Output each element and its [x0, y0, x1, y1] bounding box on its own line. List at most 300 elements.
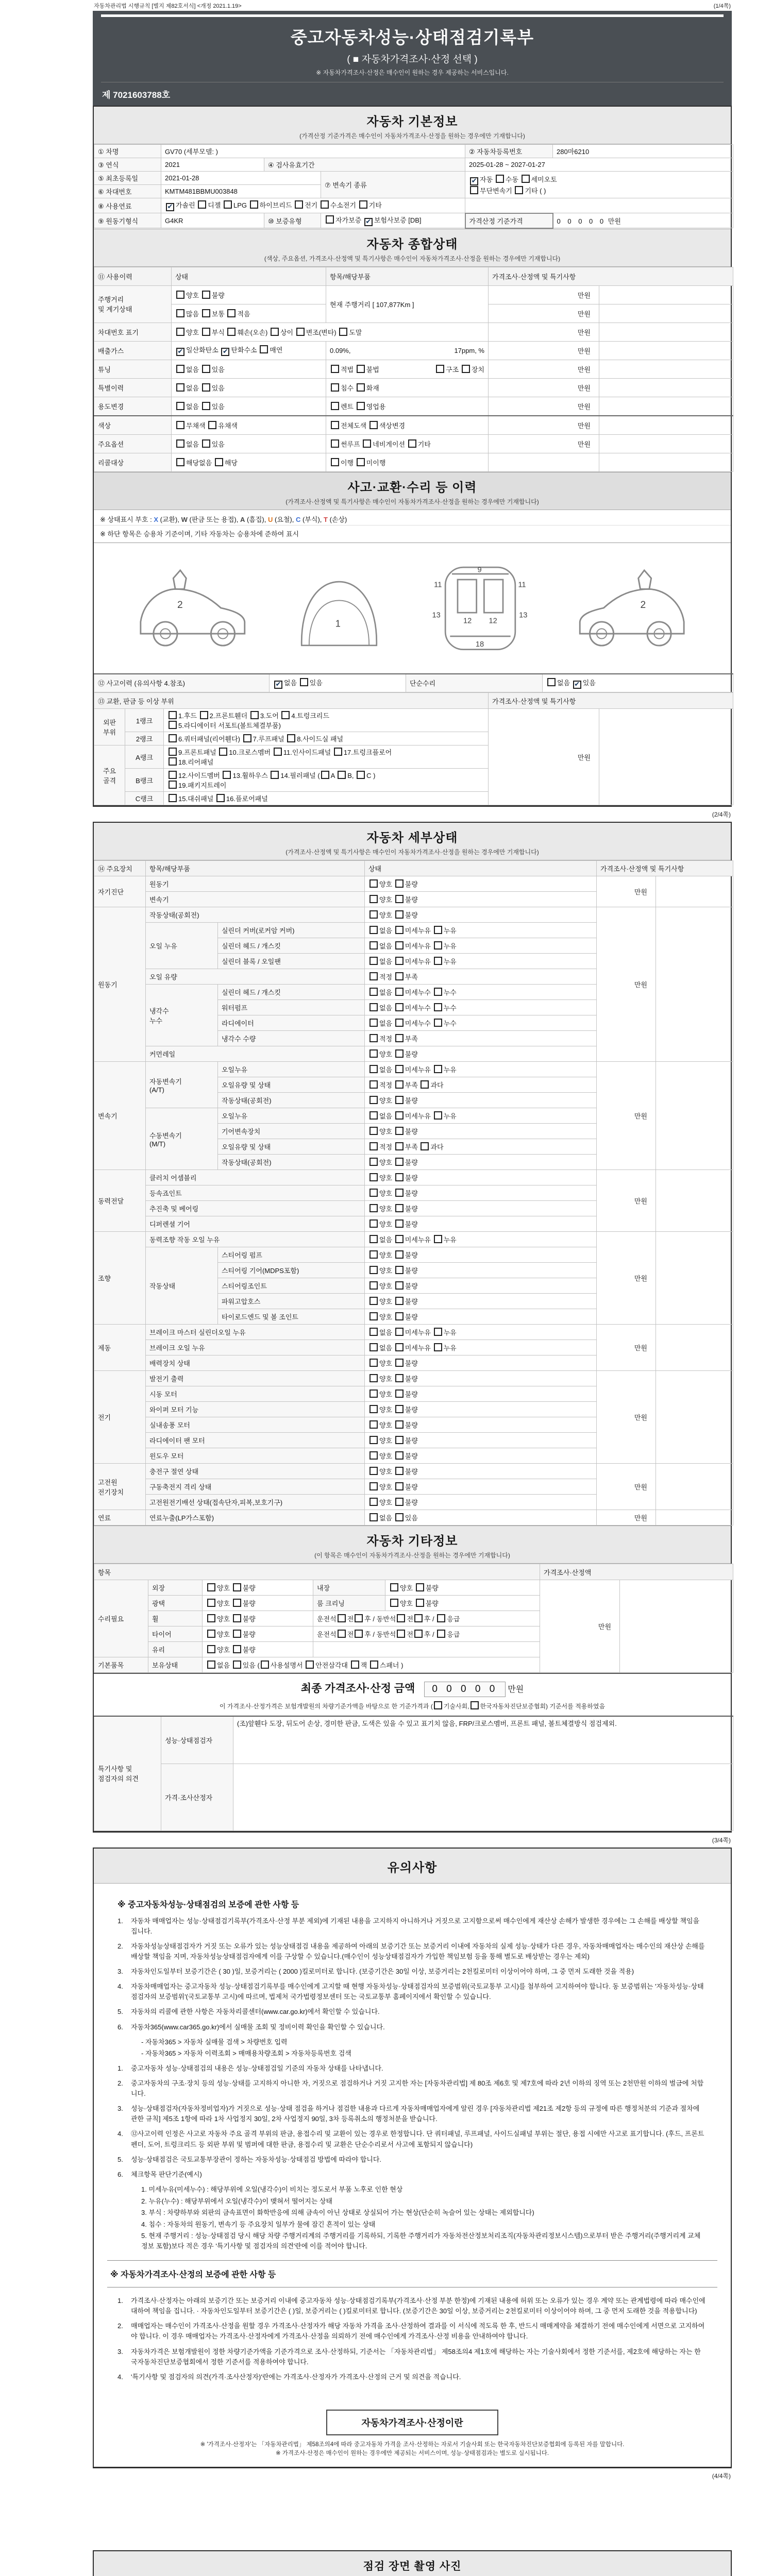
- checkbox[interactable]: [198, 200, 206, 209]
- checkbox[interactable]: [216, 794, 225, 802]
- checkbox[interactable]: [395, 1019, 404, 1027]
- extra-wide-cell: 운전석 전 후 / 동반석 전 후 / 응급: [313, 1626, 540, 1642]
- checkbox[interactable]: [397, 1630, 405, 1638]
- checkbox[interactable]: [395, 988, 404, 996]
- checkbox[interactable]: [369, 1111, 378, 1120]
- checkbox[interactable]: [395, 957, 404, 965]
- notice-item: [117, 1941, 707, 1962]
- item-sub-label: 냉각수 수량: [218, 1031, 365, 1046]
- checkbox[interactable]: [437, 1630, 445, 1638]
- state-cell: 양호 불량: [365, 1495, 597, 1510]
- base-price-digits: 0 0 0 0 0: [557, 217, 607, 225]
- notice-item-number: 1.: [117, 2297, 123, 2305]
- checkbox[interactable]: [338, 1630, 346, 1638]
- checkbox[interactable]: [207, 1660, 215, 1669]
- checkbox[interactable]: [207, 1614, 215, 1622]
- state-cell: 양호 불량: [365, 1355, 597, 1371]
- note-cell: [599, 709, 733, 805]
- checkbox[interactable]: [434, 1019, 442, 1027]
- checkbox[interactable]: [369, 1204, 378, 1212]
- state-cell: 양호 불량: [365, 1216, 597, 1232]
- state-cell: 양호 불량: [365, 1433, 597, 1448]
- checkbox[interactable]: [176, 458, 184, 466]
- notice-item-text: 가격조사·산정자는 아래의 보증기간 또는 보증거리 이내에 중고자동차 성능·상태점검기록부(가격조사·산정 부분 한정)에 기재된 내용에 허위 또는 오류가 있는 경우 계약 또는 관계법령에 따라 매수인에 대하여 책임을 집니다. · 자동차인도일부터 보증기간은 ( )일, 보증거리는 ( )킬로미터로 합니다. (보증기간은 30일 이상, 보증거리는 2천킬로미터 이상이어야 하며, 그 중 먼저 도래한 것을 적용합니다): [131, 2297, 705, 2315]
- checkbox[interactable]: [462, 365, 470, 373]
- checkbox[interactable]: [395, 1343, 404, 1351]
- checkbox[interactable]: [470, 186, 478, 194]
- checkbox[interactable]: [416, 1599, 424, 1607]
- col-item: 항목/해당부품: [326, 267, 489, 285]
- checkbox[interactable]: [390, 1583, 398, 1591]
- checkbox[interactable]: [434, 1328, 442, 1336]
- checkbox[interactable]: [395, 1312, 404, 1320]
- basic-info-subtitle: (가격산정 기준가격은 매수인이 자동차가격조사·산정을 원하는 경우에만 기재합니다): [299, 132, 525, 140]
- checkbox[interactable]: [176, 383, 184, 392]
- price-cell: 만원: [597, 907, 656, 1062]
- checkbox[interactable]: [357, 402, 365, 410]
- car-side-right-view: [570, 556, 699, 659]
- checkbox[interactable]: [369, 1127, 378, 1135]
- final-price-value: 0 0 0 0 0: [424, 1682, 506, 1697]
- state-cell: 양호 불량: [365, 892, 597, 907]
- price-cell: 만원: [597, 1170, 656, 1232]
- checkbox[interactable]: [243, 734, 251, 742]
- checkbox[interactable]: [296, 328, 305, 336]
- checkbox[interactable]: [233, 1599, 241, 1607]
- value-inspection-period: 2025-01-28 ~ 2027-01-27: [465, 158, 733, 172]
- doc-subtitle: ( ■ 자동차가격조사·산정 선택 ): [347, 54, 478, 65]
- checkbox[interactable]: [397, 1614, 405, 1622]
- checkbox[interactable]: [369, 1235, 378, 1243]
- checkbox[interactable]: [207, 1630, 215, 1638]
- checkbox[interactable]: [357, 771, 365, 779]
- checkbox[interactable]: [306, 1660, 314, 1669]
- checkbox[interactable]: [421, 1142, 429, 1150]
- legend-code: W: [181, 515, 188, 523]
- notice-item: [117, 2155, 707, 2165]
- state-cell: 많음 보통 적음: [172, 304, 326, 323]
- checkbox[interactable]: [434, 1343, 442, 1351]
- item-label: 동력조향 작동 오일 누유: [146, 1232, 365, 1247]
- notice-item: [117, 2007, 707, 2017]
- checkbox[interactable]: [395, 1436, 404, 1444]
- checkbox[interactable]: [207, 1599, 215, 1607]
- checkbox[interactable]: [416, 1583, 424, 1591]
- state-cell: 적정 부족: [365, 1031, 597, 1046]
- device-label: 원동기: [94, 907, 146, 1062]
- checkbox-checked[interactable]: ✔: [573, 681, 581, 689]
- item-group-label: 냉각수 누수: [146, 985, 218, 1046]
- checkbox[interactable]: [369, 1219, 378, 1228]
- checkbox[interactable]: [321, 771, 329, 779]
- checkbox[interactable]: [369, 1343, 378, 1351]
- checkbox[interactable]: [434, 988, 442, 996]
- checkbox[interactable]: [395, 1219, 404, 1228]
- checkbox[interactable]: [339, 328, 347, 336]
- checkbox[interactable]: [369, 1467, 378, 1475]
- checkbox[interactable]: [223, 771, 231, 779]
- checkbox[interactable]: [338, 771, 346, 779]
- checkbox[interactable]: [369, 972, 378, 980]
- checkbox[interactable]: [363, 439, 371, 448]
- checkbox[interactable]: [395, 1080, 404, 1089]
- device-label: 동력전달: [94, 1170, 146, 1232]
- checkbox[interactable]: [369, 1498, 378, 1506]
- checkbox[interactable]: [369, 1096, 378, 1104]
- checkbox[interactable]: [207, 1645, 215, 1653]
- checkbox[interactable]: [395, 895, 404, 903]
- value-base-price: [553, 213, 733, 228]
- checkbox[interactable]: [395, 1420, 404, 1429]
- value-engine-type: G4KR: [161, 213, 264, 228]
- checkbox[interactable]: [176, 402, 184, 410]
- checkbox[interactable]: [274, 748, 282, 756]
- checkbox[interactable]: [434, 957, 442, 965]
- checkbox[interactable]: [434, 1235, 442, 1243]
- note-cell: [656, 1232, 733, 1325]
- rank-label: A랭크: [125, 745, 164, 769]
- price-cell: 만원: [597, 1510, 656, 1526]
- checkbox[interactable]: [436, 365, 444, 373]
- checkbox[interactable]: [233, 1583, 241, 1591]
- checkbox[interactable]: [369, 1281, 378, 1290]
- checkbox[interactable]: [369, 910, 378, 919]
- checkbox[interactable]: [369, 421, 378, 429]
- checkbox[interactable]: [176, 328, 184, 336]
- checkbox[interactable]: [369, 1080, 378, 1089]
- item-label: 시동 모터: [146, 1386, 365, 1402]
- checkbox[interactable]: [395, 1467, 404, 1475]
- field-engine-type: ⑨ 원동기형식: [94, 213, 161, 228]
- basic-info-title: 자동차 기본정보: [366, 115, 458, 129]
- checkbox[interactable]: [260, 345, 268, 353]
- checkbox[interactable]: [395, 1359, 404, 1367]
- checkbox[interactable]: [395, 1235, 404, 1243]
- checkbox[interactable]: [395, 1328, 404, 1336]
- checkbox[interactable]: [434, 941, 442, 950]
- note-cell: [656, 1464, 733, 1510]
- checkbox[interactable]: [390, 1599, 398, 1607]
- checkbox[interactable]: [359, 200, 367, 209]
- checkbox[interactable]: [395, 1389, 404, 1398]
- checkbox[interactable]: [355, 1630, 363, 1638]
- checkbox[interactable]: [202, 365, 210, 373]
- checkbox[interactable]: [169, 757, 177, 766]
- checkbox[interactable]: [250, 200, 258, 209]
- checkbox-checked[interactable]: ✔: [166, 203, 174, 211]
- checkbox[interactable]: [176, 291, 184, 299]
- col-use-history: ⑪ 사용이력: [94, 267, 172, 285]
- item-label: 커먼레일: [146, 1046, 365, 1062]
- checkbox[interactable]: [338, 1614, 346, 1622]
- page-3: [93, 1848, 732, 2468]
- checkbox[interactable]: [395, 1266, 404, 1274]
- checkbox[interactable]: [351, 1660, 359, 1669]
- checkbox[interactable]: [395, 972, 404, 980]
- checkbox[interactable]: [369, 988, 378, 996]
- checkbox[interactable]: [227, 328, 236, 336]
- checkbox[interactable]: [395, 1513, 404, 1521]
- item-label: 배력장치 상태: [146, 1355, 365, 1371]
- checkbox[interactable]: [357, 365, 365, 373]
- checkbox[interactable]: [395, 1297, 404, 1305]
- checkbox[interactable]: [233, 1645, 241, 1653]
- checkbox[interactable]: [202, 291, 210, 299]
- state-cell: 해당없음 해당: [172, 453, 326, 471]
- checkbox[interactable]: [169, 711, 177, 719]
- item-label: 클러치 어셈블리: [146, 1170, 365, 1185]
- checkbox[interactable]: [281, 711, 290, 719]
- checkbox[interactable]: [271, 771, 279, 779]
- checkbox[interactable]: [169, 748, 177, 756]
- checkbox[interactable]: [369, 1328, 378, 1336]
- checkbox-checked[interactable]: ✔: [176, 348, 184, 356]
- simple-repair-label: 단순수리: [406, 674, 543, 692]
- checkbox[interactable]: [395, 926, 404, 934]
- checkbox[interactable]: [522, 175, 530, 183]
- checkbox[interactable]: [395, 1173, 404, 1181]
- item-label: 와이퍼 모터 기능: [146, 1402, 365, 1417]
- diagram-num: 11: [518, 581, 526, 589]
- price-cell: 만원: [597, 876, 656, 907]
- checkbox[interactable]: [200, 711, 208, 719]
- checkbox[interactable]: [250, 711, 259, 719]
- notice-item-number: 2.: [117, 2322, 123, 2330]
- checkbox[interactable]: [233, 1660, 241, 1669]
- checkbox[interactable]: [355, 1614, 363, 1622]
- checkbox[interactable]: [395, 1049, 404, 1058]
- notice-item: [117, 2104, 707, 2124]
- checkbox[interactable]: [357, 458, 365, 466]
- checkbox[interactable]: [176, 421, 184, 429]
- price-cell: 만원: [489, 378, 599, 397]
- checkbox[interactable]: [369, 1049, 378, 1058]
- checkbox[interactable]: [369, 1374, 378, 1382]
- checkbox[interactable]: [202, 309, 210, 317]
- checkbox[interactable]: [369, 957, 378, 965]
- use-history-label: 주행거리 및 계기상태: [94, 285, 172, 323]
- checkbox[interactable]: [395, 1096, 404, 1104]
- item-label: 원동기: [146, 876, 365, 892]
- checkbox[interactable]: [287, 734, 295, 742]
- item-sub-label: 스티어링조인트: [218, 1278, 365, 1294]
- checkbox[interactable]: [395, 1451, 404, 1460]
- checkbox[interactable]: [271, 328, 279, 336]
- checkbox[interactable]: [169, 781, 177, 789]
- extra-item-label: 외장: [148, 1580, 203, 1596]
- notice-item-number: 6.: [117, 2170, 123, 2178]
- checkbox[interactable]: [395, 1158, 404, 1166]
- page-marker-1: (1/4쪽): [713, 3, 731, 9]
- checkbox[interactable]: [421, 1080, 429, 1089]
- checkbox[interactable]: [369, 1405, 378, 1413]
- checkbox[interactable]: [369, 1173, 378, 1181]
- extra-item-label: 광택: [148, 1596, 203, 1611]
- car-top-view: [424, 556, 537, 659]
- checkbox[interactable]: [434, 1111, 442, 1120]
- checkbox[interactable]: [334, 748, 342, 756]
- checkbox[interactable]: [369, 1389, 378, 1398]
- final-price-note: 이 가격조사·산정가격은 보험개발원의 차량기준가액을 바탕으로 한 기준가격과 ( 기술사회, 한국자동차진단보증협회) 기준서를 적용하였음: [94, 1701, 731, 1710]
- checkbox[interactable]: [369, 1142, 378, 1150]
- checkbox[interactable]: [395, 1204, 404, 1212]
- state-cell: 없음 미세누수 누수: [365, 985, 597, 1000]
- checkbox[interactable]: [233, 1614, 241, 1622]
- item-label: 디퍼렌셜 기어: [146, 1216, 365, 1232]
- checkbox[interactable]: [547, 678, 556, 686]
- notice-body: [94, 1884, 731, 2397]
- checkbox[interactable]: [369, 895, 378, 903]
- checkbox[interactable]: [261, 1660, 269, 1669]
- checkbox[interactable]: [369, 1065, 378, 1073]
- checkbox[interactable]: [370, 1660, 378, 1669]
- title-block: [93, 11, 732, 106]
- checkbox[interactable]: [369, 1250, 378, 1259]
- device-label: 고전원 전기장치: [94, 1464, 146, 1510]
- checkbox[interactable]: [169, 794, 177, 802]
- checkbox[interactable]: [395, 879, 404, 888]
- checkbox[interactable]: [369, 879, 378, 888]
- notice-sub-item: 5. 현재 주행거리 : 성능·상태점검 당시 해당 차량 주행거리계의 주행거리를 기록하되, 기록한 주행거리가 자동차전산정보처리조직(자동차관리정보시스템)으로부터 받은 주행거리(주행거리계 교체 정보 포함)보다 적은 경우 '특기사항 및 점검자의 의견'란에 이를 적어야 합니다.: [141, 2232, 701, 2250]
- checkbox[interactable]: [369, 1266, 378, 1274]
- checkbox[interactable]: [395, 1405, 404, 1413]
- checkbox[interactable]: [434, 1701, 442, 1709]
- checkbox[interactable]: [369, 1436, 378, 1444]
- checkbox[interactable]: [176, 365, 184, 373]
- checkbox[interactable]: [233, 1630, 241, 1638]
- price-cell: 만원: [489, 341, 599, 360]
- checkbox[interactable]: [395, 1127, 404, 1135]
- checkbox[interactable]: [326, 215, 334, 224]
- checkbox[interactable]: [369, 1359, 378, 1367]
- checkbox[interactable]: [395, 1142, 404, 1150]
- checkbox[interactable]: [369, 1482, 378, 1490]
- notice-item-text: 자동차매매업자는 중고자동차 성능·상태점검기록부를 매수인에게 고지할 때 현행 자동차성능·상태점검자의 보증범위(국토교통부 고시)를 첨부하여 고지하여야 합니다. 동 보증범위는 '자동차성능·상태점검자의 보증범위'(국토교통부 고시)에 따르며, 법제처 국가법령정보센터 또는 국토교통부 홈페이지에서 확인할 수 있습니다.: [131, 1982, 704, 2001]
- checkbox[interactable]: [176, 439, 184, 448]
- checkbox[interactable]: [224, 200, 232, 209]
- checkbox[interactable]: [395, 1003, 404, 1011]
- checkbox[interactable]: [395, 1189, 404, 1197]
- checkbox[interactable]: [369, 1019, 378, 1027]
- checkbox[interactable]: [395, 1250, 404, 1259]
- note-cell: [620, 1580, 733, 1673]
- checkbox[interactable]: [369, 926, 378, 934]
- checkbox[interactable]: [331, 365, 339, 373]
- checkbox[interactable]: [300, 678, 308, 686]
- checkbox[interactable]: [434, 1065, 442, 1073]
- checkbox[interactable]: [408, 439, 416, 448]
- note-cell: [599, 341, 733, 360]
- checkbox[interactable]: [321, 200, 329, 209]
- checkbox[interactable]: [434, 926, 442, 934]
- col-major-device: ⑭ 주요장치: [94, 861, 146, 876]
- checkbox[interactable]: [395, 941, 404, 950]
- note-cell: [656, 1325, 733, 1371]
- use-history-label: 리콜대상: [94, 453, 172, 471]
- checkbox[interactable]: [202, 383, 210, 392]
- checkbox[interactable]: [331, 458, 339, 466]
- notice-item: [117, 2321, 707, 2342]
- checkbox[interactable]: [395, 1374, 404, 1382]
- checkbox[interactable]: [227, 309, 236, 317]
- checkbox[interactable]: [208, 421, 216, 429]
- checkbox[interactable]: [434, 1003, 442, 1011]
- checkbox-checked[interactable]: ✔: [364, 218, 373, 226]
- checkbox[interactable]: [496, 175, 504, 183]
- checkbox[interactable]: [395, 1065, 404, 1073]
- checkbox[interactable]: [395, 1034, 404, 1042]
- extra-state-cell: 양호 불량: [203, 1642, 313, 1657]
- checkbox[interactable]: [215, 458, 223, 466]
- use-history-label: 용도변경: [94, 397, 172, 416]
- checkbox[interactable]: [202, 439, 210, 448]
- diagram-num-front: 1: [335, 618, 341, 629]
- checkbox[interactable]: [515, 186, 523, 194]
- checkbox[interactable]: [395, 1111, 404, 1120]
- checkbox[interactable]: [331, 383, 339, 392]
- checkbox[interactable]: [369, 1297, 378, 1305]
- checkbox[interactable]: [369, 1420, 378, 1429]
- checkbox[interactable]: [369, 1451, 378, 1460]
- checkbox-checked[interactable]: ✔: [221, 348, 229, 356]
- checkbox[interactable]: [437, 1614, 445, 1622]
- checkbox[interactable]: [369, 1158, 378, 1166]
- checkbox[interactable]: [395, 1498, 404, 1506]
- item-sub-label: 타이로드엔드 및 볼 조인트: [218, 1309, 365, 1325]
- panel-category-label: 주요 골격: [94, 745, 125, 805]
- checkbox[interactable]: [219, 748, 227, 756]
- checkbox[interactable]: [176, 309, 184, 317]
- checkbox[interactable]: [369, 941, 378, 950]
- checkbox[interactable]: [331, 402, 339, 410]
- legend-prefix: ※ 상태표시 부호 :: [100, 515, 154, 523]
- checkbox[interactable]: [202, 402, 210, 410]
- checkbox[interactable]: [470, 1701, 479, 1709]
- spacer: [93, 2483, 732, 2550]
- checkbox[interactable]: [169, 734, 177, 742]
- checkbox[interactable]: [369, 1312, 378, 1320]
- value-reg-number: 280마6210: [553, 145, 733, 158]
- checkbox[interactable]: [395, 910, 404, 919]
- final-price-unit: 만원: [508, 1685, 524, 1694]
- item-cell: 썬루프 네비게이션 기타: [326, 434, 489, 453]
- checkbox-checked[interactable]: ✔: [470, 177, 478, 185]
- checkbox[interactable]: [369, 1189, 378, 1197]
- checkbox[interactable]: [331, 421, 339, 429]
- state-cell: 양호 불량: [365, 1170, 597, 1185]
- fuel-empty-cell: [465, 198, 733, 213]
- device-label: 전기: [94, 1371, 146, 1464]
- item-label: 충전구 절연 상태: [146, 1464, 365, 1479]
- checkbox[interactable]: [369, 1034, 378, 1042]
- checkbox[interactable]: [202, 328, 210, 336]
- checkbox[interactable]: [331, 439, 339, 448]
- checkbox[interactable]: [395, 1281, 404, 1290]
- checkbox[interactable]: [295, 200, 303, 209]
- checkbox[interactable]: [369, 1003, 378, 1011]
- item-group-label: 수동변속기 (M/T): [146, 1108, 218, 1170]
- checkbox[interactable]: [369, 1513, 378, 1521]
- checkbox[interactable]: [207, 1583, 215, 1591]
- checkbox[interactable]: [169, 771, 177, 779]
- checkbox-checked[interactable]: ✔: [274, 681, 282, 689]
- checkbox[interactable]: [169, 721, 177, 729]
- notice-item-number: 3.: [117, 2105, 123, 2113]
- checkbox[interactable]: [414, 1614, 423, 1622]
- checkbox[interactable]: [357, 383, 365, 392]
- checkbox[interactable]: [395, 1482, 404, 1490]
- checkbox[interactable]: [414, 1630, 423, 1638]
